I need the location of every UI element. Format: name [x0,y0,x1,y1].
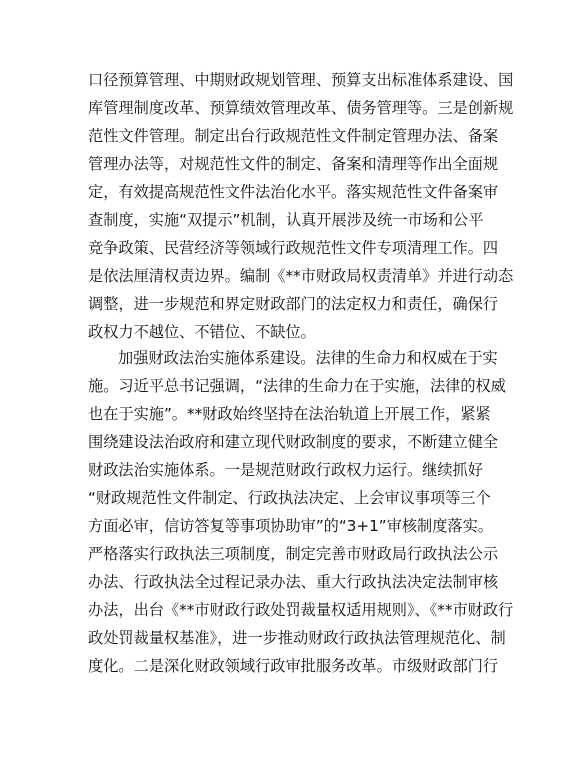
paragraph-2-line: 加强财政法治实施体系建设。法律的生命力和权威在于实 [118,349,498,367]
paragraph-2-line: 度化。二是深化财政领域行政审批服务改革。市级财政部门行 [88,657,499,675]
paragraph-1-line: 查制度，实施“双提示”机制，认真开展涉及统一市场和公平 [88,211,484,229]
paragraph-2-line: 也在于实施”。**财政始终坚持在法治轨道上开展工作，紧紧 [88,405,491,423]
paragraph-1-line: 管理办法等，对规范性文件的制定、备案和清理等作出全面规 [88,155,499,173]
paragraph-2-line: 办法、行政执法全过程记录办法、重大行政执法决定法制审核 [88,573,499,591]
paragraph-1-line: 竞争政策、民营经济等领域行政规范性文件专项清理工作。四 [88,239,499,257]
paragraph-1-line: 是依法厘清权责边界。编制《**市财政局权责清单》并进行动态 [88,267,514,285]
paragraph-1-line: 库管理制度改革、预算绩效管理改革、债务管理等。三是创新规 [88,99,514,117]
paragraph-1 [88,66,514,346]
paragraph-2 [88,344,514,680]
paragraph-2-line: 政处罚裁量权基准》，进一步推动财政行政执法管理规范化、制 [88,629,506,647]
paragraph-2-line: 施。习近平总书记强调，“法律的生命力在于实施，法律的权威 [88,377,506,395]
paragraph-1-line: 政权力不越位、不错位、不缺位。 [88,323,316,341]
paragraph-1-line: 调整，进一步规范和界定财政部门的法定权力和责任，确保行 [88,295,499,313]
paragraph-1-line: 范性文件管理。制定出台行政规范性文件制定管理办法、备案 [88,127,499,145]
paragraph-2-line: “财政规范性文件制定、行政执法决定、上会审议事项等三个 [88,489,491,507]
paragraph-1-line: 定，有效提高规范性文件法治化水平。落实规范性文件备案审 [88,183,499,201]
paragraph-2-line: 严格落实行政执法三项制度，制定完善市财政局行政执法公示 [88,545,499,563]
paragraph-2-line: 方面必审，信访答复等事项协助审”的“3+1”审核制度落实。 [88,517,493,535]
paragraph-2-line: 围绕建设法治政府和建立现代财政制度的要求，不断建立健全 [88,433,499,451]
paragraph-2-line: 财政法治实施体系。一是规范财政行政权力运行。继续抓好 [88,461,483,479]
paragraph-1-line: 口径预算管理、中期财政规划管理、预算支出标准体系建设、国 [88,71,514,89]
paragraph-2-line: 办法，出台《**市财政行政处罚裁量权适用规则》、《**市财政行 [88,601,514,619]
